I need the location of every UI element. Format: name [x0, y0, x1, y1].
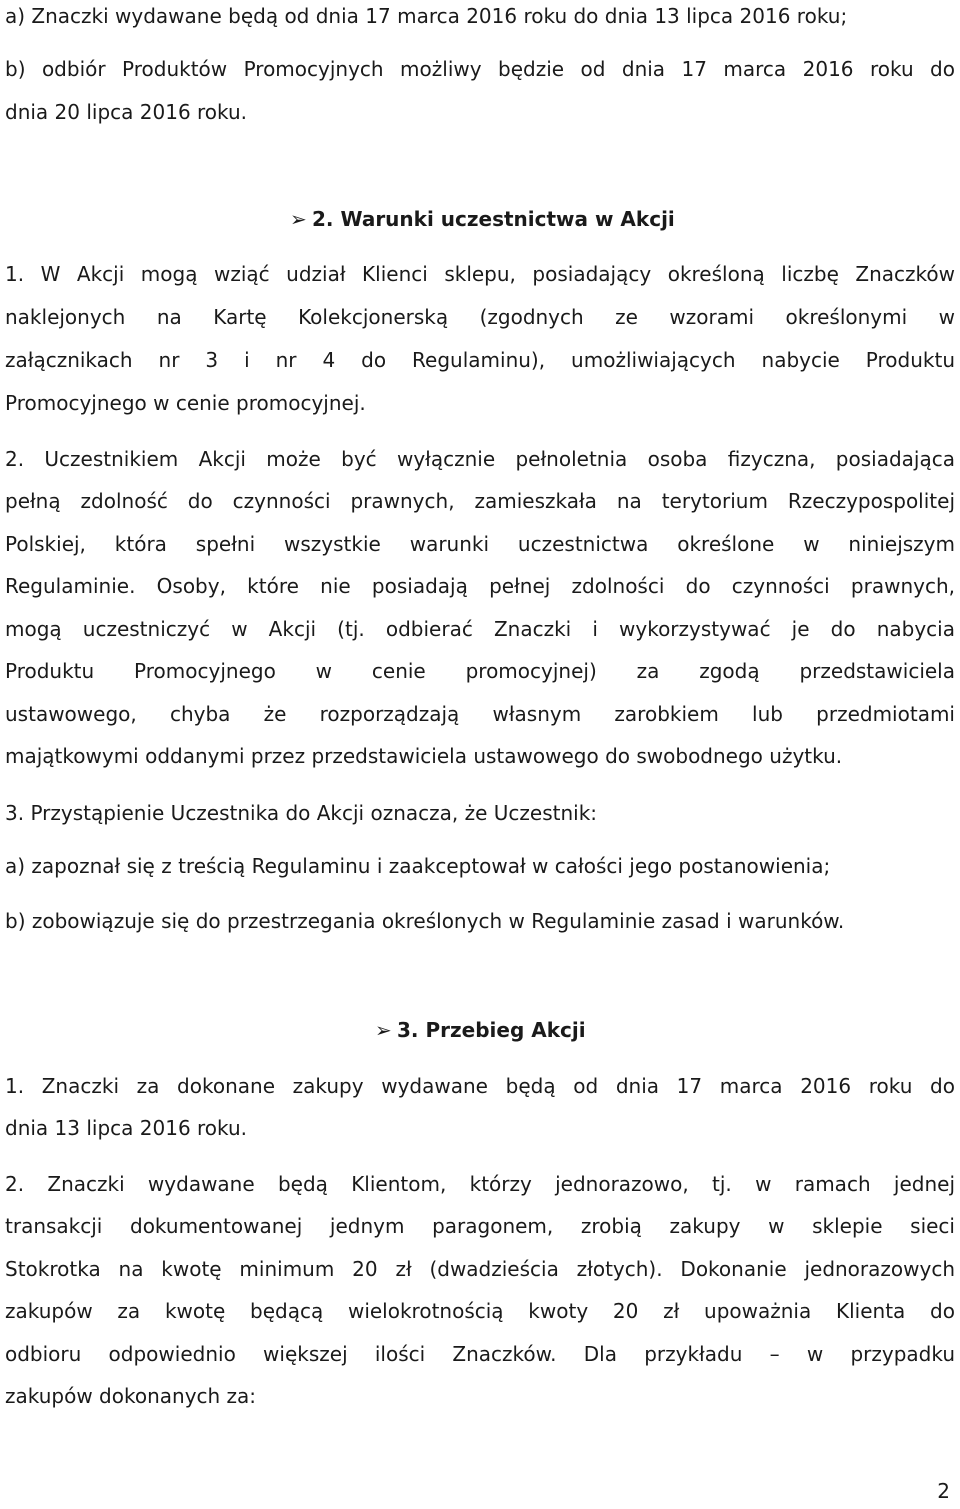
section-3-heading [375, 1017, 586, 1043]
s3-p2-line-6: zakupów dokonanych za: [5, 1384, 257, 1408]
s2-p1-line-1: 1. W Akcji mogą wziąć udział Klienci sklepu, posiadający określoną liczbę Znaczków [5, 262, 955, 286]
s2-p2-line-3: Polskiej, która spełni wszystkie warunki uczestnictwa określone w niniejszym [5, 532, 955, 556]
s3-p2-line-1: 2. Znaczki wydawane będą Klientom, którzy jednorazowo, tj. w ramach jednej [5, 1172, 955, 1196]
s2-p2-line-5: mogą uczestniczyć w Akcji (tj. odbierać Znaczki i wykorzystywać je do nabycia [5, 617, 955, 641]
s2-p2-line-7: ustawowego, chyba że rozporządzają własnym zarobkiem lub przedmiotami [5, 702, 955, 726]
s2-p2-line-2: pełną zdolność do czynności prawnych, zamieszkała na terytorium Rzeczypospolitej [5, 489, 955, 513]
s2-p2-line-1: 2. Uczestnikiem Akcji może być wyłącznie pełnoletnia osoba fizyczna, posiadająca [5, 447, 955, 471]
s3-p2-line-2: transakcji dokumentowanej jednym paragonem, zrobią zakupy w sklepie sieci [5, 1214, 955, 1238]
s3-p2-line-5: odbioru odpowiednio większej ilości Znaczków. Dla przykładu – w przypadku [5, 1342, 955, 1366]
s2-p3: 3. Przystąpienie Uczestnika do Akcji oznacza, że Uczestnik: [5, 801, 598, 825]
s2-p2-line-6: Produktu Promocyjnego w cenie promocyjnej) za zgodą przedstawiciela [5, 659, 955, 683]
s2-p2-line-8: majątkowymi oddanymi przez przedstawiciela ustawowego do swobodnego użytku. [5, 744, 843, 768]
s3-p2-line-3: Stokrotka na kwotę minimum 20 zł (dwadzieścia złotych). Dokonanie jednorazowych [5, 1257, 955, 1281]
s3-p2-line-4: zakupów za kwotę będącą wielokrotnością kwoty 20 zł upoważnia Klienta do [5, 1299, 955, 1323]
s2-p2-line-4: Regulaminie. Osoby, które nie posiadają pełnej zdolności do czynności prawnych, [5, 574, 955, 598]
s2-p3-item-b: b) zobowiązuje się do przestrzegania określonych w Regulaminie zasad i warunków. [5, 909, 845, 933]
arrow-bullet-icon: ➢ [290, 207, 307, 231]
s2-p1-line-4: Promocyjnego w cenie promocyjnej. [5, 391, 366, 415]
item-b-line-1: b) odbiór Produktów Promocyjnych możliwy będzie od dnia 17 marca 2016 roku do [5, 57, 955, 81]
s2-p3-item-a: a) zapoznał się z treścią Regulaminu i zaakceptował w całości jego postanowienia; [5, 854, 831, 878]
item-a-dates: a) Znaczki wydawane będą od dnia 17 marca 2016 roku do dnia 13 lipca 2016 roku; [5, 4, 848, 28]
s2-p1-line-3: załącznikach nr 3 i nr 4 do Regulaminu), umożliwiających nabycie Produktu [5, 348, 955, 372]
s3-p1-line-2: dnia 13 lipca 2016 roku. [5, 1116, 248, 1140]
section-3-title: 3. Przebieg Akcji [397, 1018, 586, 1042]
arrow-bullet-icon: ➢ [375, 1018, 392, 1042]
page-number: 2 [937, 1479, 950, 1503]
section-2-title: 2. Warunki uczestnictwa w Akcji [312, 207, 675, 231]
s3-p1-line-1: 1. Znaczki za dokonane zakupy wydawane będą od dnia 17 marca 2016 roku do [5, 1074, 955, 1098]
section-2-heading [290, 206, 675, 232]
s2-p1-line-2: naklejonych na Kartę Kolekcjonerską (zgodnych ze wzorami określonymi w [5, 305, 955, 329]
item-b-line-2: dnia 20 lipca 2016 roku. [5, 100, 248, 124]
